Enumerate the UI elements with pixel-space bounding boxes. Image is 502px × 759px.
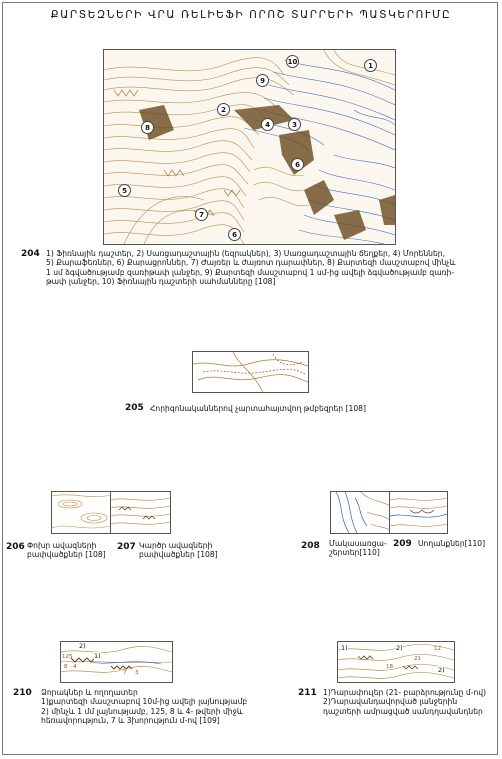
map-label-8: 8 <box>141 121 154 134</box>
figure-205-number: 205 <box>125 403 144 413</box>
figure-207-caption <box>139 541 218 560</box>
gully-value-8: 8 <box>64 664 68 670</box>
figure-206-map <box>51 491 112 534</box>
terrace-edges-drawing <box>193 352 308 392</box>
figure-209-map <box>389 491 448 534</box>
figure-211-map <box>337 641 455 683</box>
loose-sand-drawing <box>52 492 111 533</box>
map-label-4: 4 <box>261 118 274 131</box>
caption-line: 1 սմ ձգվածությամբ զառիթափ լանջեր, 9) Քարտեզի մասշտաբով 1 սմ-ից ավելի ձգվածությամբ զառի- <box>46 267 455 277</box>
figure-208-map <box>330 491 391 534</box>
caption-line: բափվածքներ [108] <box>139 550 218 560</box>
figure-204-number: 204 <box>21 249 40 259</box>
gully-value-4: 4 <box>73 664 77 670</box>
terrace-label-2a: 2) <box>396 644 403 652</box>
glacier-relief-map <box>104 50 395 244</box>
figure-207-number: 207 <box>117 542 136 552</box>
caption-line: Մակասառցա- <box>329 539 387 548</box>
caption-line: Ձորակներ և ողողատեր <box>41 688 138 697</box>
caption-line: 2)Դարավանդավորված լանջերին <box>323 697 458 707</box>
figure-210-number: 210 <box>13 688 32 698</box>
gully-value-3: 3 <box>135 670 139 676</box>
map-label-10: 10 <box>286 55 299 68</box>
caption-line: Կարծր ավազների <box>139 541 213 550</box>
gully-label-2: 2) <box>79 642 86 650</box>
caption-line: հեռավորություն, 7 և 3խորություն մ-ով [109] <box>41 716 220 726</box>
figure-211-caption <box>323 688 486 716</box>
figure-206-number: 206 <box>6 542 25 552</box>
caption-line: 5) Քարաֆեռներ, 6) Քարացրոններ, 7) Ժայռեր և ժայռոտ դարափներ, 8) Քարտեզի մասշտաբով մինչև <box>46 258 456 268</box>
gullies-drawing <box>61 642 172 682</box>
terrace-label-1: 1) <box>341 644 348 652</box>
terrace-label-2b: 2) <box>438 666 445 674</box>
figure-210-caption <box>41 688 247 726</box>
figure-208-caption <box>329 539 387 558</box>
gully-value-125: 125 <box>62 654 73 660</box>
figure-208-number: 208 <box>301 541 320 551</box>
ice-layers-drawing <box>331 492 390 533</box>
figure-209-caption: Սողանքներ[110] <box>418 539 486 548</box>
hard-sand-drawing <box>111 492 170 533</box>
figure-204-map <box>103 49 396 245</box>
terrace-value-21: 21 <box>414 656 421 662</box>
map-label-5: 5 <box>118 184 131 197</box>
figure-205-caption: Հորիզոնականներով չարտահայտվող թմբեզրեր [108] <box>150 404 366 413</box>
caption-line: 2) մինչև 1 մմ լայնությամբ, 125, 8 և 4- թվերի միջև <box>41 706 243 716</box>
figure-211-number: 211 <box>298 688 317 698</box>
caption-line: շերտեր[110] <box>329 548 380 558</box>
caption-line: թափ լանջեր, 10) Ֆիռնային դաշտերի սահմանները [108] <box>46 277 276 287</box>
caption-line: 1) Ֆիռնային դաշտեր, 2) Սառցադաշտային (եզրակներ), 3) Սառցադաշտային ճեղքեր, 4) Մորեններ, <box>46 249 445 258</box>
map-label-1: 1 <box>364 59 377 72</box>
map-label-6b: 6 <box>228 228 241 241</box>
map-label-9: 9 <box>256 74 269 87</box>
map-label-6a: 6 <box>291 158 304 171</box>
caption-line: 1)Դարափուլեր (21- բարձրությունը մ-ով) <box>323 688 487 697</box>
caption-line: բափվածքներ [108] <box>27 550 106 560</box>
caption-line: դաշտերի ամրացված սանդղավանդներ <box>323 706 483 716</box>
terrace-value-12: 12 <box>434 646 441 652</box>
figure-207-map <box>110 491 171 534</box>
map-label-2: 2 <box>217 103 230 116</box>
terrace-value-18: 18 <box>386 664 393 670</box>
caption-line: 1)քարտեզի մասշտաբով 10մ-ից ավելի լայնությամբ <box>41 697 248 707</box>
figure-209-number: 209 <box>393 539 412 549</box>
gully-label-1: 1) <box>94 652 101 660</box>
gully-value-7: 7 <box>123 670 127 676</box>
page-title: ՔԱՐՏԵԶՆԵՐԻ ՎՐԱ ՌԵԼԻԵՖԻ ՈՐՈՇ ՏԱՐՐԵՐԻ ՊԱՏԿԵՐՈՒՄԸ <box>50 9 452 21</box>
caption-line: Փոխր ավազների <box>27 541 97 550</box>
figure-205-map <box>192 351 309 393</box>
map-label-7: 7 <box>195 208 208 221</box>
figure-210-map <box>60 641 173 683</box>
figure-204-caption <box>46 249 486 287</box>
figure-206-caption <box>27 541 106 560</box>
map-label-3: 3 <box>288 118 301 131</box>
landslide-drawing <box>390 492 447 533</box>
